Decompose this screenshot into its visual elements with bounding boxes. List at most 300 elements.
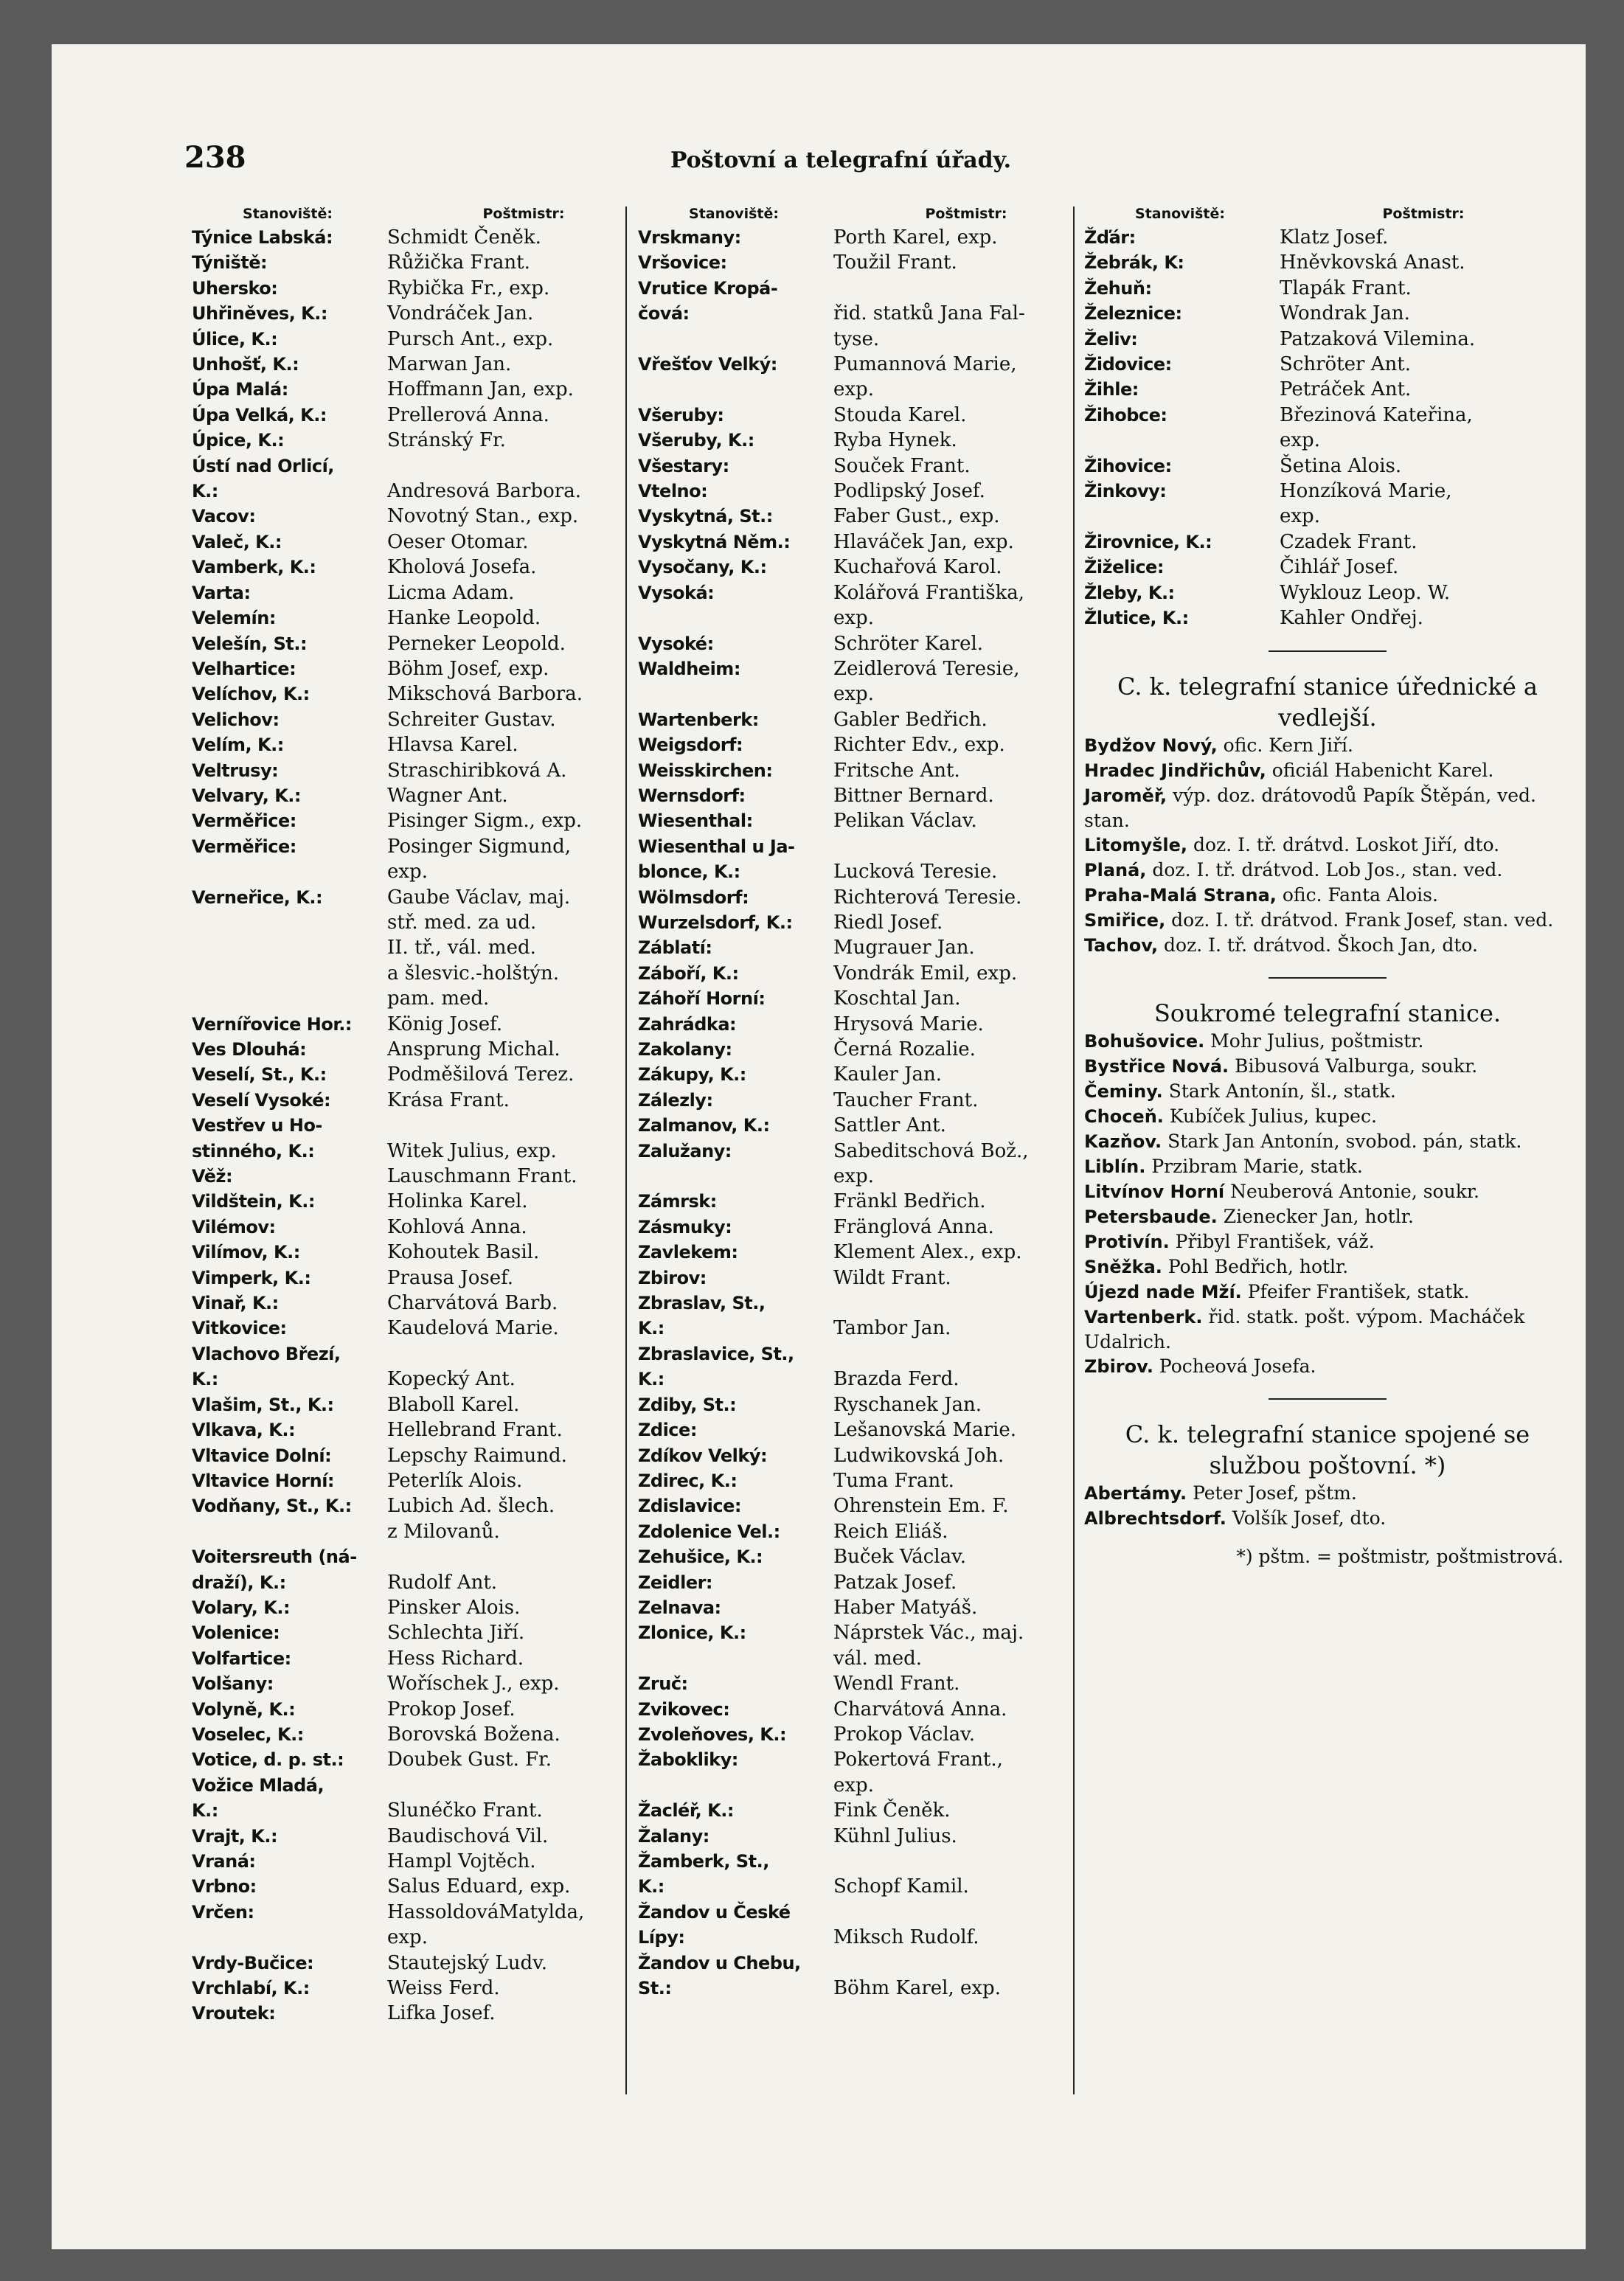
place-name: Žebrák, K: [1084, 252, 1184, 274]
table-row [638, 250, 1103, 275]
postmaster-name: Tuma Frant. [833, 1469, 954, 1492]
table-row [1084, 225, 1571, 250]
table-row [638, 1519, 1103, 1544]
postmaster-name: Haber Matyáš. [833, 1596, 978, 1619]
list-item [1084, 1204, 1571, 1229]
table-row [638, 1925, 1103, 1950]
place-name: Vrčen: [192, 1901, 254, 1923]
place-name: Vltavice Dolní: [192, 1445, 332, 1466]
table-row [638, 403, 1103, 428]
page-number: 238 [184, 140, 246, 175]
list-item [1084, 733, 1571, 758]
table-row [192, 1291, 664, 1316]
table-row [1084, 428, 1571, 453]
station-name: Petersbaude. [1084, 1206, 1218, 1227]
place-name: Zdíkov Velký: [638, 1445, 768, 1466]
place-name: Vraná: [192, 1851, 256, 1872]
column-1 [192, 203, 664, 2027]
postmaster-name: II. tř., vál. med. [387, 937, 536, 959]
place-name: stinného, K.: [192, 1140, 315, 1162]
postmaster-name: Hess Richard. [387, 1647, 524, 1670]
section-official-list [1084, 733, 1571, 958]
table-row [192, 1798, 664, 1823]
table-row [192, 1266, 664, 1291]
place-name: Záblatí: [638, 937, 712, 959]
table-row [192, 1849, 664, 1874]
postmaster-name: Klement Alex., exp. [833, 1241, 1022, 1264]
list-item [1084, 1254, 1571, 1280]
place-name: Wurzelsdorf, K.: [638, 912, 793, 933]
table-row [638, 1088, 1103, 1113]
list-item [1084, 1481, 1571, 1506]
place-name: Žandov u České [638, 1901, 791, 1923]
postmaster-name: Koschtal Jan. [833, 987, 961, 1010]
table-row [638, 1951, 1103, 1976]
list-item [1084, 1029, 1571, 1054]
postmaster-name: Schlechta Jiří. [387, 1622, 525, 1645]
station-detail: řid. statk. pošt. výpom. Macháček Udalrich. [1084, 1305, 1525, 1353]
list-item [1084, 908, 1571, 933]
place-name: Zásmuky: [638, 1216, 732, 1237]
place-name: K.: [638, 1318, 664, 1339]
postmaster-name [387, 1113, 664, 1138]
table-row [192, 1824, 664, 1849]
place-name: Záboří, K.: [638, 962, 739, 984]
postmaster-name: Bittner Bernard. [833, 784, 994, 807]
place-name: Velichov: [192, 709, 280, 730]
list-item [1084, 1506, 1571, 1531]
postmaster-name: Kühnl Julius. [833, 1825, 957, 1847]
place-name: Zámrsk: [638, 1191, 717, 1212]
table-row [638, 1037, 1103, 1062]
postmaster-name: Náprstek Vác., maj. [833, 1622, 1024, 1645]
table-row [192, 1341, 664, 1367]
place-name: Žalany: [638, 1825, 709, 1847]
table-row [638, 935, 1103, 960]
table-row [192, 1595, 664, 1620]
list-item [1084, 858, 1571, 883]
table-row [192, 1240, 664, 1265]
postmaster-name: exp. [833, 607, 874, 630]
list-item [1084, 1305, 1571, 1354]
postmaster-name: Fränkl Bedřich. [833, 1190, 986, 1213]
place-name: Zalužany: [638, 1140, 732, 1162]
postmaster-name: Hlaváček Jan, exp. [833, 530, 1014, 553]
place-name: Ústí nad Orlicí, [192, 455, 334, 476]
place-name [1084, 504, 1280, 529]
place-name: Zdolenice Vel.: [638, 1521, 780, 1542]
postmaster-name: Hanke Leopold. [387, 607, 541, 630]
list-item [1084, 1154, 1571, 1179]
postmaster-name [833, 1951, 1103, 1976]
section-title-private: Soukromé telegrafní stanice. [1153, 999, 1502, 1027]
postmaster-name [387, 1773, 664, 1798]
postmaster-name: Kopecký Ant. [387, 1368, 516, 1391]
table-row [192, 681, 664, 706]
station-name: Zbirov. [1084, 1355, 1153, 1377]
table-row [638, 1646, 1103, 1671]
postmaster-name: Schreiter Gustav. [387, 708, 556, 731]
table-row [192, 1874, 664, 1899]
place-name: Waldheim: [638, 658, 740, 679]
table-row [192, 1037, 664, 1062]
place-name: Vinař, K.: [192, 1293, 279, 1314]
place-name: Velemín: [192, 608, 276, 629]
place-name: Vlkava, K.: [192, 1420, 296, 1441]
section-combined-list [1084, 1481, 1571, 1531]
list-item [1084, 1354, 1571, 1379]
postmaster-name: Lauschmann Frant. [387, 1165, 577, 1188]
header-master: Poštmistr: [482, 206, 565, 222]
postmaster-name: Licma Adam. [387, 581, 515, 604]
list-item [1084, 1129, 1571, 1154]
postmaster-name: Pisinger Sigm., exp. [387, 810, 583, 833]
table-row [638, 1900, 1103, 1925]
station-name: Bydžov Nový, [1084, 735, 1218, 756]
place-name: Zelnava: [638, 1597, 721, 1618]
place-name: Wölmsdorf: [638, 886, 749, 908]
postmaster-name: a šlesvic.-holštýn. [387, 962, 559, 985]
table-row [192, 1620, 664, 1645]
place-name: Vodňany, St., K.: [192, 1496, 352, 1517]
table-row [192, 1900, 664, 1925]
place-name: Uhřiněves, K.: [192, 303, 327, 324]
postmaster-name: Charvátová Anna. [833, 1698, 1007, 1721]
station-name: Liblín. [1084, 1156, 1146, 1177]
postmaster-name: Patzak Josef. [833, 1571, 957, 1594]
table-row [192, 377, 664, 402]
postmaster-name: Porth Karel, exp. [833, 226, 998, 249]
table-row [192, 1215, 664, 1240]
postmaster-name: Rybička Fr., exp. [387, 277, 550, 299]
table-row [638, 656, 1103, 681]
table-row [638, 1773, 1103, 1798]
page-title: Poštovní a telegrafní úřady. [670, 147, 1012, 173]
place-name: Voitersreuth (ná- [192, 1546, 357, 1568]
place-name: Wiesenthal u Ja- [638, 836, 795, 857]
table-row [192, 428, 664, 453]
table-row [638, 1417, 1103, 1442]
station-detail: Pocheová Josefa. [1159, 1355, 1316, 1377]
table-row [192, 885, 664, 910]
postmaster-name: Wyklouz Leop. W. [1280, 581, 1451, 604]
place-name: Vršovice: [638, 252, 727, 274]
postmaster-name: Šetina Alois. [1280, 454, 1402, 477]
place-name: Vilémov: [192, 1216, 276, 1237]
list-item [1084, 1104, 1571, 1129]
place-name: Vernířovice Hor.: [192, 1013, 352, 1035]
place-name: Vrbno: [192, 1876, 257, 1898]
table-row [1084, 327, 1571, 352]
header-place: Stanoviště: [1135, 206, 1225, 222]
list-item [1084, 1054, 1571, 1079]
table-row [638, 1722, 1103, 1747]
place-name: Zeidler: [638, 1572, 713, 1593]
place-name: Žlutice, K.: [1084, 608, 1189, 629]
section-separator [1269, 1398, 1387, 1400]
postmaster-name: Wagner Ant. [387, 784, 508, 807]
table-row [638, 885, 1103, 910]
table-row [192, 327, 664, 352]
place-name: Verměřice: [192, 836, 296, 857]
list-item [1084, 1229, 1571, 1254]
postmaster-name: Sabeditschová Bož., [833, 1139, 1029, 1162]
place-name: Všeruby: [638, 404, 724, 426]
place-name: Weisskirchen: [638, 760, 773, 781]
table-row [192, 1316, 664, 1341]
station-name: Tachov, [1084, 934, 1159, 956]
postmaster-name: Ansprung Michal. [387, 1038, 561, 1060]
postmaster-name: Sattler Ant. [833, 1114, 946, 1137]
place-name [192, 1925, 387, 1950]
place-name: K.: [638, 1876, 664, 1898]
postmaster-name: Wendl Frant. [833, 1673, 960, 1695]
station-detail: výp. doz. drátovodů Papík Štěpán, ved. stan. [1084, 784, 1537, 831]
place-name: Zvikovec: [638, 1698, 730, 1720]
table-row [192, 1392, 664, 1417]
table-row [192, 479, 664, 504]
table-row [192, 1012, 664, 1037]
station-name: Čeminy. [1084, 1080, 1163, 1102]
place-name: Všestary: [638, 455, 729, 476]
postmaster-name [833, 1291, 1103, 1316]
place-name: Volšany: [192, 1673, 274, 1695]
station-detail: Pohl Bedřich, hotlr. [1167, 1255, 1349, 1277]
postmaster-name: Blaboll Karel. [387, 1393, 520, 1416]
table-row [638, 783, 1103, 808]
station-detail: Stark Jan Antonín, svobod. pán, statk. [1167, 1130, 1522, 1152]
postmaster-name: Mikschová Barbora. [387, 683, 583, 706]
table-row [638, 605, 1103, 631]
place-name: Zakolany: [638, 1039, 732, 1060]
place-name: Vrajt, K.: [192, 1825, 278, 1847]
station-detail: Mohr Julius, poštmistr. [1210, 1030, 1424, 1052]
table-row [1084, 454, 1571, 479]
station-detail: Przibram Marie, statk. [1151, 1155, 1363, 1177]
place-name [638, 681, 833, 706]
station-name: Hradec Jindřichův, [1084, 760, 1266, 781]
postmaster-name: Vondráček Jan. [387, 302, 534, 325]
place-name: Zdiby, St.: [638, 1394, 737, 1415]
place-name: Veltrusy: [192, 760, 279, 781]
postmaster-name: Gaube Václav, maj. [387, 886, 571, 909]
station-detail: Pfeifer František, statk. [1247, 1280, 1470, 1302]
place-name: Zruč: [638, 1673, 688, 1695]
postmaster-name: exp. [1280, 429, 1320, 452]
postmaster-name: Lešanovská Marie. [833, 1419, 1016, 1442]
place-name [192, 910, 387, 935]
table-row [638, 1316, 1103, 1341]
postmaster-name: Stránský Fr. [387, 429, 506, 452]
place-name: Verměřice: [192, 810, 296, 832]
place-name: Velvary, K.: [192, 785, 302, 806]
postmaster-name: Buček Václav. [833, 1546, 966, 1569]
table-row [192, 910, 664, 935]
table-row [192, 986, 664, 1011]
place-name: Zvoleňoves, K.: [638, 1723, 787, 1745]
table-row [638, 352, 1103, 377]
postmaster-name: Růžička Frant. [387, 251, 530, 274]
place-name: Zbraslavice, St., [638, 1343, 794, 1364]
place-name: Úlice, K.: [192, 328, 278, 350]
station-detail: Bibusová Valburga, soukr. [1235, 1055, 1478, 1077]
table-row [192, 352, 664, 377]
place-name: Žinkovy: [1084, 481, 1167, 502]
postmaster-name: Hoffmann Jan, exp. [387, 378, 574, 401]
postmaster-name: Mugrauer Jan. [833, 937, 975, 959]
place-name: K.: [638, 1369, 664, 1390]
place-name: Týnice Labská: [192, 227, 333, 248]
postmaster-name: Schröter Karel. [833, 632, 984, 655]
station-detail: doz. I. tř. drátvod. Frank Josef, stan. ved. [1171, 909, 1554, 931]
table-row [638, 530, 1103, 555]
postmaster-name [833, 276, 1103, 301]
postmaster-name: Prokop Josef. [387, 1698, 516, 1721]
postmaster-name: Andresová Barbora. [387, 480, 581, 503]
place-name: Ves Dlouhá: [192, 1039, 307, 1060]
postmaster-name [833, 1900, 1103, 1925]
table-row [638, 454, 1103, 479]
postmaster-name: Zeidlerová Teresie, [833, 657, 1020, 680]
postmaster-name: Hlavsa Karel. [387, 734, 518, 757]
postmaster-name: Pinsker Alois. [387, 1596, 521, 1619]
place-name: Vltavice Horní: [192, 1470, 335, 1491]
table-row [638, 1164, 1103, 1189]
postmaster-name: Prellerová Anna. [387, 403, 549, 426]
place-name: Vrskmany: [638, 227, 741, 248]
place-name: Úpa Malá: [192, 379, 288, 400]
column-3 [1084, 203, 1571, 1567]
table-row [1084, 530, 1571, 555]
place-name: Železnice: [1084, 303, 1182, 324]
column-header [638, 203, 1103, 225]
place-name [638, 1646, 833, 1671]
place-name: Votice, d. p. st.: [192, 1749, 344, 1771]
place-name: K.: [192, 481, 218, 502]
place-name: Zavlekem: [638, 1242, 738, 1263]
place-name: Voselec, K.: [192, 1723, 304, 1745]
postmaster-name: HassoldováMatylda, [387, 1900, 585, 1923]
table-row [638, 377, 1103, 402]
station-detail: doz. I. tř. drátvd. Loskot Jiří, dto. [1193, 833, 1500, 855]
place-name: Vlašim, St., K.: [192, 1394, 334, 1415]
postmaster-name: exp. [387, 1926, 428, 1949]
postmaster-name: Baudischová Vil. [387, 1825, 549, 1847]
section-separator [1269, 650, 1387, 652]
place-name: Všeruby, K.: [638, 430, 754, 451]
postmaster-name: Krása Frant. [387, 1089, 510, 1111]
postmaster-name: Hrysová Marie. [833, 1013, 984, 1035]
postmaster-name: Novotný Stan., exp. [387, 505, 579, 528]
place-name: Žandov u Chebu, [638, 1952, 801, 1973]
table-row [1084, 504, 1571, 529]
table-row [638, 1493, 1103, 1518]
place-name: Vacov: [192, 506, 256, 527]
postmaster-name: Stautejský Ludv. [387, 1951, 547, 1974]
table-row [1084, 555, 1571, 580]
postmaster-name: Richterová Teresie. [833, 886, 1022, 909]
list-item [1084, 758, 1571, 783]
postmaster-name: Holinka Karel. [387, 1190, 528, 1213]
place-name: St.: [638, 1978, 672, 1999]
postmaster-name: Březinová Kateřina, [1280, 403, 1473, 426]
table-row [192, 1088, 664, 1113]
place-name: Velešín, St.: [192, 633, 308, 654]
station-name: Smiřice, [1084, 909, 1166, 931]
place-name: Valeč, K.: [192, 531, 282, 552]
postmaster-name: Peterlík Alois. [387, 1469, 523, 1492]
table-row [638, 1443, 1103, 1468]
postmaster-name: Oeser Otomar. [387, 530, 529, 553]
postmaster-name: Kaudelová Marie. [387, 1317, 559, 1340]
column-2 [638, 203, 1103, 2001]
table-row [638, 428, 1103, 453]
place-name: Úpice, K.: [192, 430, 285, 451]
table-row [638, 504, 1103, 529]
station-name: Vartenberk. [1084, 1306, 1203, 1327]
postmaster-name: Böhm Josef, exp. [387, 657, 549, 680]
place-name: Vřešťov Velký: [638, 354, 777, 375]
postmaster-name: exp. [1280, 505, 1320, 528]
postmaster-name: Stouda Karel. [833, 403, 967, 426]
table-row [638, 758, 1103, 783]
place-name: Unhošť, K.: [192, 354, 299, 375]
station-detail: doz. I. tř. drátvod. Lob Jos., stan. ved. [1152, 858, 1503, 881]
table-row [638, 1291, 1103, 1316]
place-name: Vlachovo Březí, [192, 1343, 341, 1364]
postmaster-name: Wondrak Jan. [1280, 302, 1410, 325]
table-row [192, 1951, 664, 1976]
table-row [638, 732, 1103, 757]
postmaster-name: Kahler Ondřej. [1280, 607, 1423, 630]
place-name: Vysoké: [638, 633, 714, 654]
place-name [638, 1164, 833, 1189]
postmaster-name: řid. statků Jana Fal- [833, 302, 1025, 325]
table-row [192, 1062, 664, 1087]
table-row [638, 1824, 1103, 1849]
place-name [192, 1519, 387, 1544]
place-name: Uhersko: [192, 277, 278, 299]
station-detail: ofic. Kern Jiří. [1223, 734, 1353, 756]
place-name: Varta: [192, 582, 251, 603]
table-row [192, 707, 664, 732]
table-row [638, 1544, 1103, 1569]
scanned-page [52, 44, 1586, 2249]
postmaster-name: Lifka Josef. [387, 2002, 496, 2025]
postmaster-name: Ludwikovská Joh. [833, 1444, 1004, 1467]
table-row [192, 1519, 664, 1544]
table-row [192, 1164, 664, 1189]
postmaster-name: z Milovanů. [387, 1520, 500, 1543]
postmaster-name: Faber Gust., exp. [833, 505, 1000, 528]
postmaster-name [387, 1341, 664, 1367]
table-row [192, 1443, 664, 1468]
station-name: Litomyšle, [1084, 834, 1188, 855]
station-detail: Kubíček Julius, kupec. [1169, 1105, 1377, 1127]
table-row [638, 1874, 1103, 1899]
postmaster-name: Podměšilová Terez. [387, 1063, 575, 1086]
station-detail: Peter Josef, pštm. [1193, 1482, 1357, 1504]
place-name: Vysočany, K.: [638, 557, 767, 578]
table-row [192, 225, 664, 250]
section-title-combined: C. k. telegrafní stanice spojené se službou poštovní. *) [1125, 1420, 1530, 1479]
station-name: Bohušovice. [1084, 1030, 1205, 1052]
place-name: Zdislavice: [638, 1496, 741, 1517]
place-name: Žihobce: [1084, 404, 1167, 426]
station-detail: ofic. Fanta Alois. [1282, 883, 1438, 906]
table-row [638, 276, 1103, 301]
postmaster-name: exp. [833, 1774, 874, 1796]
